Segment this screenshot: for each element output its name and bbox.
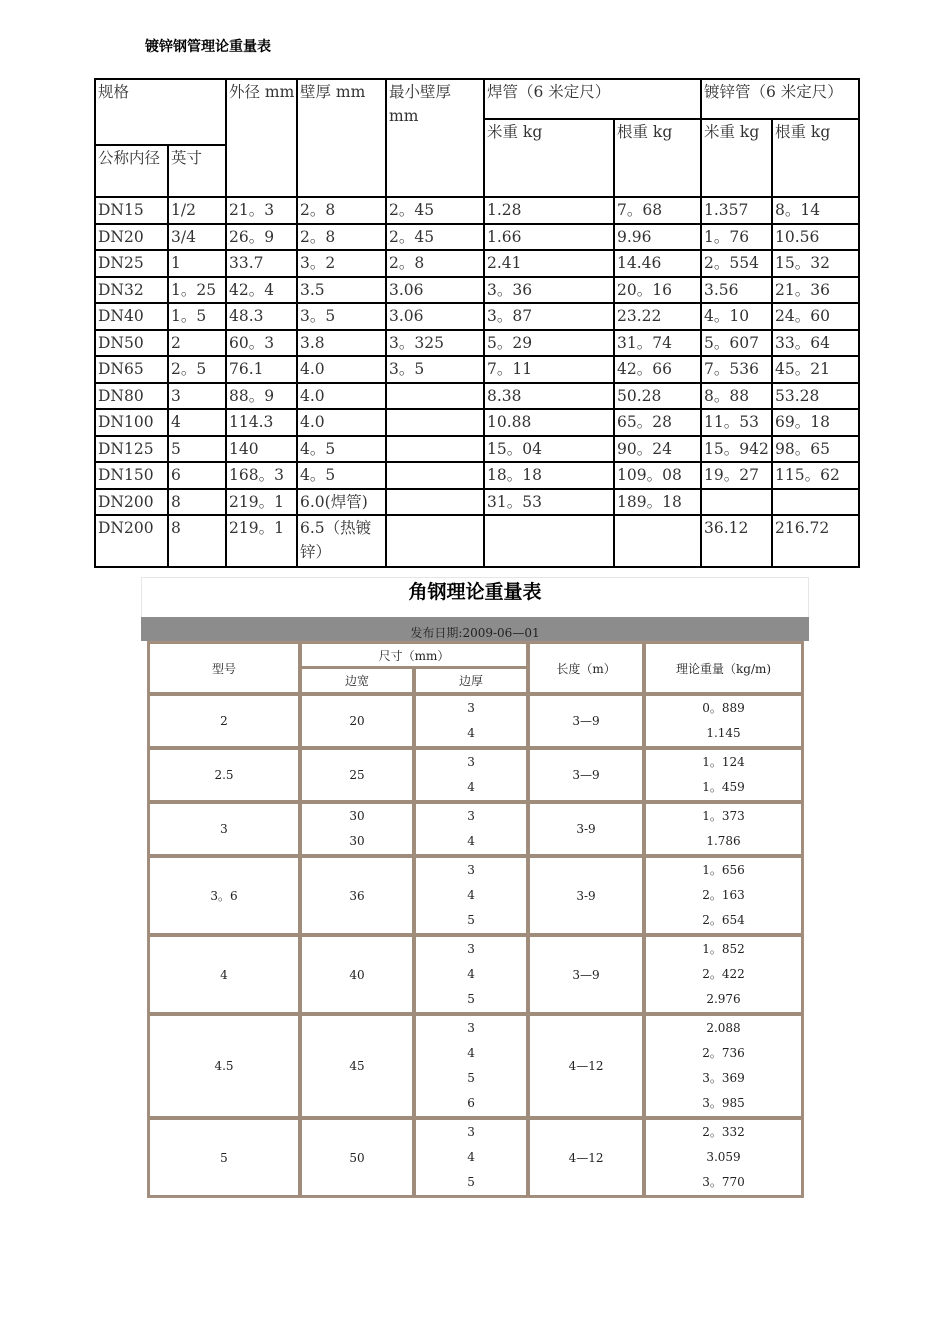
cell-thickness (414, 935, 528, 1014)
cell-welded-kg-per-m: 3。87 (484, 303, 614, 330)
cell-width: 40 (300, 935, 414, 1014)
cell-inch: 3/4 (168, 224, 226, 251)
cell-nominal-diameter: DN32 (95, 277, 168, 304)
cell-galv-kg-per-piece: 8。14 (772, 197, 859, 224)
cell-wall-thickness: 3。2 (297, 250, 386, 277)
cell-wall-thickness: 6.0(焊管) (297, 489, 386, 516)
header-min-wall (386, 79, 484, 197)
cell-weight-line: 1.786 (706, 834, 741, 848)
header-welded-pipe: 焊管（6 米定尺） (484, 79, 701, 119)
cell-outer-diameter: 48.3 (226, 303, 297, 330)
cell-length: 3—9 (528, 935, 644, 1014)
angle-table-title: 角钢理论重量表 (141, 577, 809, 617)
cell-inch: 1/2 (168, 197, 226, 224)
cell-model: 2 (148, 694, 300, 748)
cell-model: 2.5 (148, 748, 300, 802)
cell-width: 36 (300, 856, 414, 935)
cell-model: 4.5 (148, 1014, 300, 1118)
cell-model: 3 (148, 802, 300, 856)
cell-thickness-line: 3 (467, 809, 475, 823)
cell-thickness-line: 3 (467, 942, 475, 956)
table-row (95, 409, 859, 436)
table-row (95, 383, 859, 410)
cell-weight-line: 2。736 (702, 1046, 745, 1060)
cell-welded-kg-per-piece: 189。18 (614, 489, 701, 516)
cell-wall-thickness: 2。8 (297, 197, 386, 224)
header-model: 型号 (148, 642, 300, 694)
cell-weight-line: 3。369 (702, 1071, 745, 1085)
cell-thickness-line: 3 (467, 1021, 475, 1035)
cell-welded-kg-per-piece: 14.46 (614, 250, 701, 277)
table-row (148, 1118, 803, 1197)
cell-weight-line: 3。985 (702, 1096, 745, 1110)
cell-outer-diameter: 219。1 (226, 515, 297, 567)
cell-weight-line: 2。422 (702, 967, 745, 981)
header-thickness: 边厚 (414, 668, 528, 694)
cell-length: 4—12 (528, 1014, 644, 1118)
cell-min-wall (386, 515, 484, 567)
cell-weight (644, 748, 803, 802)
cell-welded-kg-per-m: 15。04 (484, 436, 614, 463)
cell-welded-kg-per-m: 1.28 (484, 197, 614, 224)
cell-min-wall: 3.06 (386, 303, 484, 330)
cell-thickness-line: 4 (467, 1046, 475, 1060)
header-welded-per-piece: 根重 kg (614, 119, 701, 197)
cell-inch: 6 (168, 462, 226, 489)
cell-welded-kg-per-piece: 20。16 (614, 277, 701, 304)
cell-galv-kg-per-piece: 53.28 (772, 383, 859, 410)
cell-galv-kg-per-m: 3.56 (701, 277, 772, 304)
cell-galv-kg-per-piece: 115。62 (772, 462, 859, 489)
cell-weight-line: 2.976 (706, 992, 741, 1006)
angle-steel-section (141, 577, 809, 1198)
cell-weight-line: 2。332 (702, 1125, 745, 1139)
table-row (95, 356, 859, 383)
table-row (148, 1014, 803, 1118)
cell-width-line: 30 (349, 809, 365, 823)
cell-outer-diameter: 21。3 (226, 197, 297, 224)
cell-welded-kg-per-piece: 9.96 (614, 224, 701, 251)
cell-galv-kg-per-m: 19。27 (701, 462, 772, 489)
cell-inch: 8 (168, 489, 226, 516)
cell-nominal-diameter: DN40 (95, 303, 168, 330)
cell-inch: 5 (168, 436, 226, 463)
header-size: 尺寸（mm） (300, 642, 528, 668)
cell-galv-kg-per-m: 36.12 (701, 515, 772, 567)
pipe-weight-table (94, 78, 860, 568)
cell-galv-kg-per-piece: 45。21 (772, 356, 859, 383)
cell-thickness-line: 5 (467, 1071, 475, 1085)
cell-min-wall: 3.06 (386, 277, 484, 304)
cell-galv-kg-per-piece: 216.72 (772, 515, 859, 567)
cell-nominal-diameter: DN20 (95, 224, 168, 251)
cell-welded-kg-per-m: 2.41 (484, 250, 614, 277)
cell-weight-line: 3.059 (706, 1150, 741, 1164)
header-wall-thickness: 壁厚 mm (297, 79, 386, 197)
cell-galv-kg-per-piece: 15。32 (772, 250, 859, 277)
table-row (95, 224, 859, 251)
table-row (95, 436, 859, 463)
cell-outer-diameter: 76.1 (226, 356, 297, 383)
cell-thickness (414, 748, 528, 802)
publish-date: 发布日期:2009-06—01 (141, 617, 809, 641)
cell-min-wall: 3。5 (386, 356, 484, 383)
table-row (148, 748, 803, 802)
cell-weight (644, 935, 803, 1014)
header-galv-per-meter: 米重 kg (701, 119, 772, 197)
cell-outer-diameter: 168。3 (226, 462, 297, 489)
cell-galv-kg-per-m: 1.357 (701, 197, 772, 224)
cell-thickness-line: 3 (467, 755, 475, 769)
cell-welded-kg-per-piece: 90。24 (614, 436, 701, 463)
cell-outer-diameter: 33.7 (226, 250, 297, 277)
cell-galv-kg-per-piece: 10.56 (772, 224, 859, 251)
cell-weight-line: 3。770 (702, 1175, 745, 1189)
cell-galv-kg-per-piece: 33。64 (772, 330, 859, 357)
cell-nominal-diameter: DN200 (95, 515, 168, 567)
cell-thickness (414, 856, 528, 935)
cell-inch: 1 (168, 250, 226, 277)
cell-min-wall (386, 383, 484, 410)
header-nominal-diameter: 公称内径 (95, 145, 168, 197)
cell-weight-line: 2。654 (702, 913, 745, 927)
cell-length: 4—12 (528, 1118, 644, 1197)
cell-nominal-diameter: DN200 (95, 489, 168, 516)
cell-width (300, 802, 414, 856)
cell-nominal-diameter: DN150 (95, 462, 168, 489)
cell-inch: 2。5 (168, 356, 226, 383)
cell-galv-kg-per-m: 5。607 (701, 330, 772, 357)
cell-weight-line: 0。889 (702, 701, 745, 715)
cell-weight-line: 1.145 (706, 726, 741, 740)
cell-thickness (414, 802, 528, 856)
cell-inch: 8 (168, 515, 226, 567)
cell-galv-kg-per-m: 1。76 (701, 224, 772, 251)
cell-model: 4 (148, 935, 300, 1014)
cell-welded-kg-per-m (484, 515, 614, 567)
cell-wall-thickness: 2。8 (297, 224, 386, 251)
cell-nominal-diameter: DN25 (95, 250, 168, 277)
table-row (148, 856, 803, 935)
cell-galv-kg-per-m: 2。554 (701, 250, 772, 277)
cell-weight-line: 2.088 (706, 1021, 741, 1035)
header-width: 边宽 (300, 668, 414, 694)
table-row (95, 462, 859, 489)
cell-model: 5 (148, 1118, 300, 1197)
cell-nominal-diameter: DN65 (95, 356, 168, 383)
cell-weight (644, 802, 803, 856)
header-galv-per-piece: 根重 kg (772, 119, 859, 197)
table-row (148, 694, 803, 748)
cell-galv-kg-per-piece (772, 489, 859, 516)
cell-wall-thickness: 3。5 (297, 303, 386, 330)
cell-thickness-line: 3 (467, 863, 475, 877)
cell-thickness-line: 4 (467, 780, 475, 794)
table-row (95, 197, 859, 224)
cell-length: 3—9 (528, 694, 644, 748)
cell-model: 3。6 (148, 856, 300, 935)
cell-min-wall (386, 489, 484, 516)
cell-outer-diameter: 140 (226, 436, 297, 463)
cell-width: 50 (300, 1118, 414, 1197)
pipe-table-title: 镀锌钢管理论重量表 (145, 39, 271, 55)
cell-weight-line: 1。124 (702, 755, 745, 769)
cell-length: 3—9 (528, 748, 644, 802)
header-galvanized-pipe: 镀锌管（6 米定尺） (701, 79, 859, 119)
header-min-wall-text: 最小壁厚 mm (389, 83, 452, 125)
cell-wall-thickness: 4。5 (297, 436, 386, 463)
table-row (148, 935, 803, 1014)
table-row (95, 250, 859, 277)
cell-width: 45 (300, 1014, 414, 1118)
cell-width-line: 30 (349, 834, 365, 848)
cell-thickness (414, 1118, 528, 1197)
cell-welded-kg-per-piece: 31。74 (614, 330, 701, 357)
cell-wall-thickness: 6.5（热镀锌） (297, 515, 386, 567)
cell-width: 20 (300, 694, 414, 748)
table-row (95, 515, 859, 567)
table-row (148, 802, 803, 856)
cell-outer-diameter: 60。3 (226, 330, 297, 357)
cell-min-wall (386, 409, 484, 436)
cell-min-wall: 3。325 (386, 330, 484, 357)
cell-welded-kg-per-piece (614, 515, 701, 567)
cell-nominal-diameter: DN125 (95, 436, 168, 463)
cell-thickness-line: 4 (467, 888, 475, 902)
cell-welded-kg-per-m: 10.88 (484, 409, 614, 436)
table-row (95, 489, 859, 516)
cell-welded-kg-per-m: 1.66 (484, 224, 614, 251)
cell-galv-kg-per-piece: 69。18 (772, 409, 859, 436)
cell-weight-line: 1。852 (702, 942, 745, 956)
angle-weight-table (148, 642, 803, 1197)
header-weight: 理论重量（kg/m) (644, 642, 803, 694)
table-row (95, 330, 859, 357)
cell-thickness-line: 4 (467, 1150, 475, 1164)
cell-outer-diameter: 114.3 (226, 409, 297, 436)
cell-nominal-diameter: DN80 (95, 383, 168, 410)
cell-welded-kg-per-piece: 65。28 (614, 409, 701, 436)
cell-galv-kg-per-m: 8。88 (701, 383, 772, 410)
cell-weight-line: 1。656 (702, 863, 745, 877)
cell-min-wall (386, 462, 484, 489)
cell-welded-kg-per-piece: 42。66 (614, 356, 701, 383)
cell-wall-thickness: 3.8 (297, 330, 386, 357)
cell-weight-line: 1。373 (702, 809, 745, 823)
cell-weight-line: 2。163 (702, 888, 745, 902)
cell-inch: 1。5 (168, 303, 226, 330)
angle-table-frame (147, 641, 804, 1198)
cell-welded-kg-per-piece: 109。08 (614, 462, 701, 489)
cell-galv-kg-per-m: 4。10 (701, 303, 772, 330)
cell-thickness-line: 5 (467, 1175, 475, 1189)
cell-thickness (414, 1014, 528, 1118)
cell-welded-kg-per-m: 8.38 (484, 383, 614, 410)
cell-galv-kg-per-m: 15。942 (701, 436, 772, 463)
cell-welded-kg-per-m: 31。53 (484, 489, 614, 516)
cell-thickness-line: 5 (467, 992, 475, 1006)
cell-wall-thickness: 4.0 (297, 383, 386, 410)
cell-galv-kg-per-piece: 21。36 (772, 277, 859, 304)
cell-nominal-diameter: DN100 (95, 409, 168, 436)
cell-width: 25 (300, 748, 414, 802)
cell-galv-kg-per-m: 11。53 (701, 409, 772, 436)
cell-thickness (414, 694, 528, 748)
cell-galv-kg-per-m: 7。536 (701, 356, 772, 383)
cell-wall-thickness: 3.5 (297, 277, 386, 304)
cell-inch: 2 (168, 330, 226, 357)
cell-welded-kg-per-piece: 23.22 (614, 303, 701, 330)
cell-thickness-line: 6 (467, 1096, 475, 1110)
cell-length: 3-9 (528, 802, 644, 856)
cell-weight-line: 1。459 (702, 780, 745, 794)
cell-thickness-line: 3 (467, 701, 475, 715)
header-spec: 规格 (95, 79, 226, 145)
cell-min-wall: 2。8 (386, 250, 484, 277)
cell-outer-diameter: 219。1 (226, 489, 297, 516)
cell-wall-thickness: 4.0 (297, 356, 386, 383)
cell-thickness-line: 4 (467, 834, 475, 848)
cell-thickness-line: 3 (467, 1125, 475, 1139)
header-welded-per-meter: 米重 kg (484, 119, 614, 197)
header-outer-diameter: 外径 mm (226, 79, 297, 197)
cell-inch: 1。25 (168, 277, 226, 304)
cell-welded-kg-per-m: 5。29 (484, 330, 614, 357)
cell-thickness-line: 4 (467, 726, 475, 740)
cell-thickness-line: 4 (467, 967, 475, 981)
cell-inch: 4 (168, 409, 226, 436)
cell-nominal-diameter: DN50 (95, 330, 168, 357)
table-row (95, 303, 859, 330)
cell-weight (644, 694, 803, 748)
cell-welded-kg-per-piece: 50.28 (614, 383, 701, 410)
header-length: 长度（m） (528, 642, 644, 694)
header-inch: 英寸 (168, 145, 226, 197)
cell-welded-kg-per-m: 3。36 (484, 277, 614, 304)
cell-outer-diameter: 26。9 (226, 224, 297, 251)
cell-welded-kg-per-m: 18。18 (484, 462, 614, 489)
cell-weight (644, 856, 803, 935)
cell-welded-kg-per-m: 7。11 (484, 356, 614, 383)
cell-inch: 3 (168, 383, 226, 410)
cell-thickness-line: 5 (467, 913, 475, 927)
cell-galv-kg-per-piece: 98。65 (772, 436, 859, 463)
cell-min-wall: 2。45 (386, 197, 484, 224)
cell-weight (644, 1118, 803, 1197)
table-row (95, 277, 859, 304)
cell-welded-kg-per-piece: 7。68 (614, 197, 701, 224)
cell-nominal-diameter: DN15 (95, 197, 168, 224)
cell-outer-diameter: 88。9 (226, 383, 297, 410)
cell-min-wall (386, 436, 484, 463)
cell-outer-diameter: 42。4 (226, 277, 297, 304)
cell-weight (644, 1014, 803, 1118)
cell-galv-kg-per-m (701, 489, 772, 516)
cell-wall-thickness: 4.0 (297, 409, 386, 436)
cell-galv-kg-per-piece: 24。60 (772, 303, 859, 330)
cell-wall-thickness: 4。5 (297, 462, 386, 489)
cell-length: 3-9 (528, 856, 644, 935)
cell-min-wall: 2。45 (386, 224, 484, 251)
